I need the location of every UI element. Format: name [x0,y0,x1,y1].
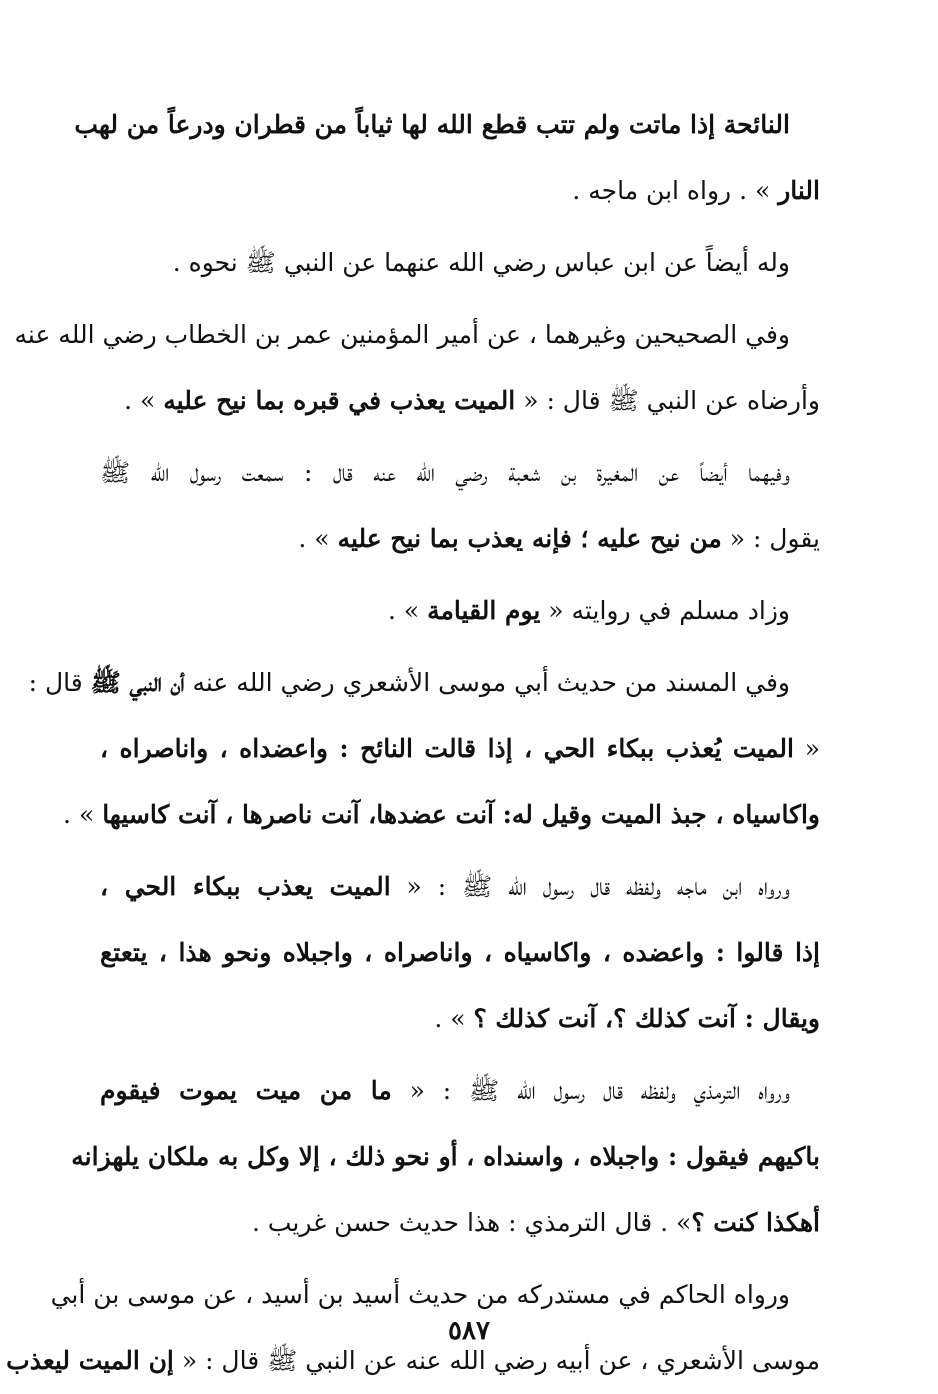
hadith-text: الميت يُعذب ببكاء الحي ، إذا قالت النائح : واعضداه ، واناصراه ، [100,734,794,763]
text-line [71,1124,820,1190]
hadith-text: النار [778,176,820,205]
text-line [100,1058,820,1124]
hadith-text: إن الميت ليعذب [6,1346,174,1375]
text-line [74,92,820,158]
text-line [100,716,820,782]
narration-text: قال : [28,668,91,697]
narration-text: موسى الأشعري ، عن أبيه رضي الله عنه عن النبي ﷺ قال : « [173,1346,820,1375]
paragraph [71,1058,820,1256]
hadith-text: ويقال : آنت كذلك ؟، آنت كذلك ؟ [473,1004,820,1033]
paragraph [100,230,820,296]
hadith-text: أن النبي ﷺ [90,668,185,697]
hadith-text: واكاسياه ، جبذ الميت وقيل له: آنت عضدها، آنت ناصرها ، آنت كاسيها [102,800,820,829]
narration-text: وأرضاه عن النبي ﷺ قال : « [515,386,820,415]
narration-text: » . قال الترمذي : هذا حديث حسن غريب . [251,1208,692,1237]
narration-text: » . [63,800,103,829]
paragraph [100,854,820,1052]
text-line [63,782,820,848]
text-line [100,368,820,434]
text-line [28,650,820,716]
narration-text: وفيهما أيضاً عن المغيرة بن شعبة رضي الله عنه قال : سمعت رسول الله ﷺ [100,458,790,487]
narration-text: ورواه الترمذي ولفظه قال رسول الله ﷺ : « [391,1076,791,1105]
narration-text: » . [387,596,428,625]
narration-text: « [794,734,820,763]
narration-text: ورواه الحاكم في مستدركه من حديث أسيد بن أسيد ، عن موسى بن أبي [50,1280,790,1309]
body-text [6,92,820,1394]
hadith-text: الميت يعذب في قبره بما نيح عليه [163,386,516,415]
text-line [100,230,820,296]
paragraph [100,440,820,572]
hadith-text: إذا قالوا : واعضده ، واكاسياه ، واناصراه ، واجبلاه ونحو هذا ، يتعتع [100,938,820,967]
narration-text: » . [434,1004,474,1033]
paragraph [74,92,820,224]
text-line [100,920,820,986]
narration-text: وله أيضاً عن ابن عباس رضي الله عنهما عن النبي ﷺ نحوه . [172,248,790,277]
hadith-text: من نيح عليه ؛ فإنه يعذب بما نيح عليه [337,524,722,553]
text-line [100,506,820,572]
narration-text: وفي الصحيحين وغيرهما ، عن أمير المؤمنين عمر بن الخطاب رضي الله عنه [14,320,790,349]
narration-text: » . [124,386,164,415]
narration-text: » . [298,524,338,553]
hadith-text: الميت يعذب ببكاء الحي ، [100,872,391,901]
text-line [100,578,820,644]
text-line [100,986,820,1052]
hadith-text: أهكذا كنت ؟ [691,1208,820,1237]
paragraph [14,302,820,434]
hadith-text: باكيهم فيقول : واجبلاه ، واسنداه ، أو نحو ذلك ، إلا وكل به ملكان يلهزانه [71,1142,820,1171]
text-line [100,158,820,224]
text-line [100,854,820,920]
paragraph [28,650,820,848]
narration-text: وزاد مسلم في روايته « [540,596,790,625]
text-line [14,302,820,368]
text-line [100,1190,820,1256]
paragraph [100,578,820,644]
narration-text: ورواه ابن ماجه ولفظه قال رسول الله ﷺ : « [390,872,790,901]
page-number: ٥٨٧ [448,1316,490,1346]
hadith-text: يوم القيامة [427,596,541,625]
narration-text: وفي المسند من حديث أبي موسى الأشعري رضي الله عنه [184,668,790,697]
narration-text: يقول : « [721,524,820,553]
hadith-text: ما من ميت يموت فيقوم [100,1076,392,1105]
narration-text: » . رواه ابن ماجه . [572,176,779,205]
hadith-text: النائحة إذا ماتت ولم تتب قطع الله لها ثياباً من قطران ودرعاً من لهب [74,110,790,139]
text-line [100,440,820,506]
